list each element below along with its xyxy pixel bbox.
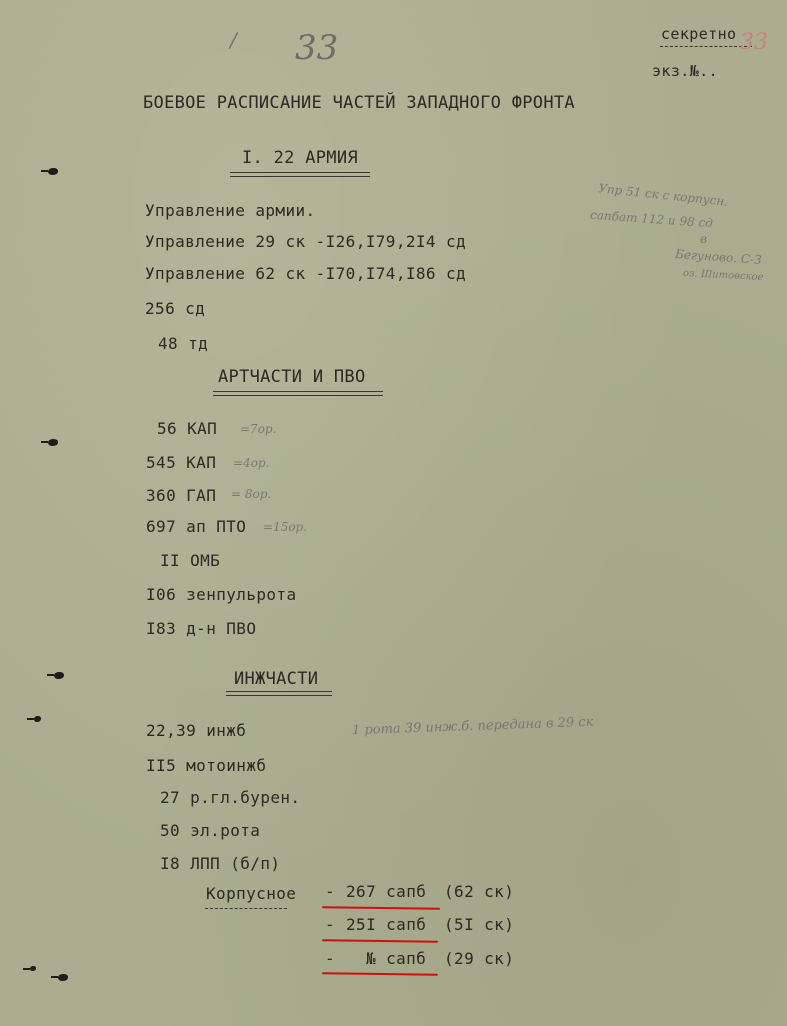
artillery-line-7: I83 д-н ПВО [146,619,257,638]
corps-line-2-corps: (5I ск) [444,915,515,934]
engineer-line-5: I8 ЛПП (б/п) [160,854,281,873]
corps-line-1-unit: 267 сапб [346,882,427,901]
artillery-line-1: 56 КАП [157,419,218,438]
army-line-4: 256 сд [145,299,206,318]
artillery-note-3: = 8ор. [231,487,272,501]
artillery-note-2: =4ор. [233,456,270,470]
margin-note-line-4: Бегуново. С-З [674,246,763,268]
binder-hole-6 [30,966,36,971]
handwritten-page-number-top: 33 [295,28,339,68]
red-underline-1 [322,906,440,910]
binder-hole-5 [58,974,68,981]
document-title: БОЕВОЕ РАСПИСАНИЕ ЧАСТЕЙ ЗАПАДНОГО ФРОНТА [143,93,575,113]
corps-label: Корпусное [206,884,297,903]
copy-number: экз.№.. [652,62,719,80]
secret-underline [660,46,752,47]
binder-hole-3 [54,672,64,679]
artillery-line-3: 360 ГАП [146,486,217,505]
margin-note-line-3: в [700,232,707,246]
pencil-tick-mark: / [230,28,237,52]
margin-note-line-1: Упр 51 ск с корпусн. [597,181,729,209]
corps-line-2-unit: 25I сапб [346,915,427,934]
army-heading-underline [230,172,370,177]
artillery-line-4: 697 ап ПТО [146,517,247,536]
corps-line-3-unit: № сапб [366,949,427,968]
artillery-line-2: 545 КАП [146,453,217,472]
artillery-line-6: I06 зенпульрота [146,585,297,604]
army-line-3: Управление 62 ск -I70,I74,I86 сд [145,264,467,283]
artillery-note-4: =15ор. [263,520,308,534]
army-line-5: 48 тд [158,334,209,353]
margin-note-line-5: оз. Шитовское [682,267,764,284]
margin-note-line-2: сапбат 112 и 98 сд [589,207,714,231]
red-underline-3 [322,972,438,976]
army-line-2: Управление 29 ск -I26,I79,2I4 сд [145,232,467,251]
corps-line-2-dash: - [325,915,336,934]
corps-line-1-corps: (62 ск) [444,882,515,901]
artillery-heading-underline [213,391,383,396]
army-heading: I. 22 АРМИЯ [242,148,358,168]
engineer-note: 1 рота 39 инж.б. передана в 29 ск [351,714,594,739]
engineer-line-1: 22,39 инжб [146,721,247,740]
engineer-line-3: 27 р.гл.бурен. [160,788,301,807]
artillery-heading: АРТЧАСТИ И ПВО [218,367,366,387]
binder-hole-2 [48,439,58,446]
engineer-heading-underline [226,691,332,696]
corps-label-underline [205,908,287,909]
engineer-heading: ИНЖЧАСТИ [234,669,319,689]
engineer-line-2: II5 мотоинжб [146,756,267,775]
engineer-line-4: 50 эл.рота [160,821,261,840]
artillery-note-1: =7ор. [240,422,277,436]
army-line-1: Управление армии. [145,201,316,220]
binder-hole-4 [34,716,41,722]
artillery-line-5: II ОМБ [160,551,221,570]
red-underline-2 [322,939,438,943]
secret-stamp: секретно [661,25,737,43]
binder-hole-1 [48,168,58,175]
corps-line-1-dash: - [325,882,336,901]
handwritten-page-number: 33 [740,30,768,55]
corps-line-3-corps: (29 ск) [444,949,515,968]
corps-line-3-dash: - [325,949,336,968]
